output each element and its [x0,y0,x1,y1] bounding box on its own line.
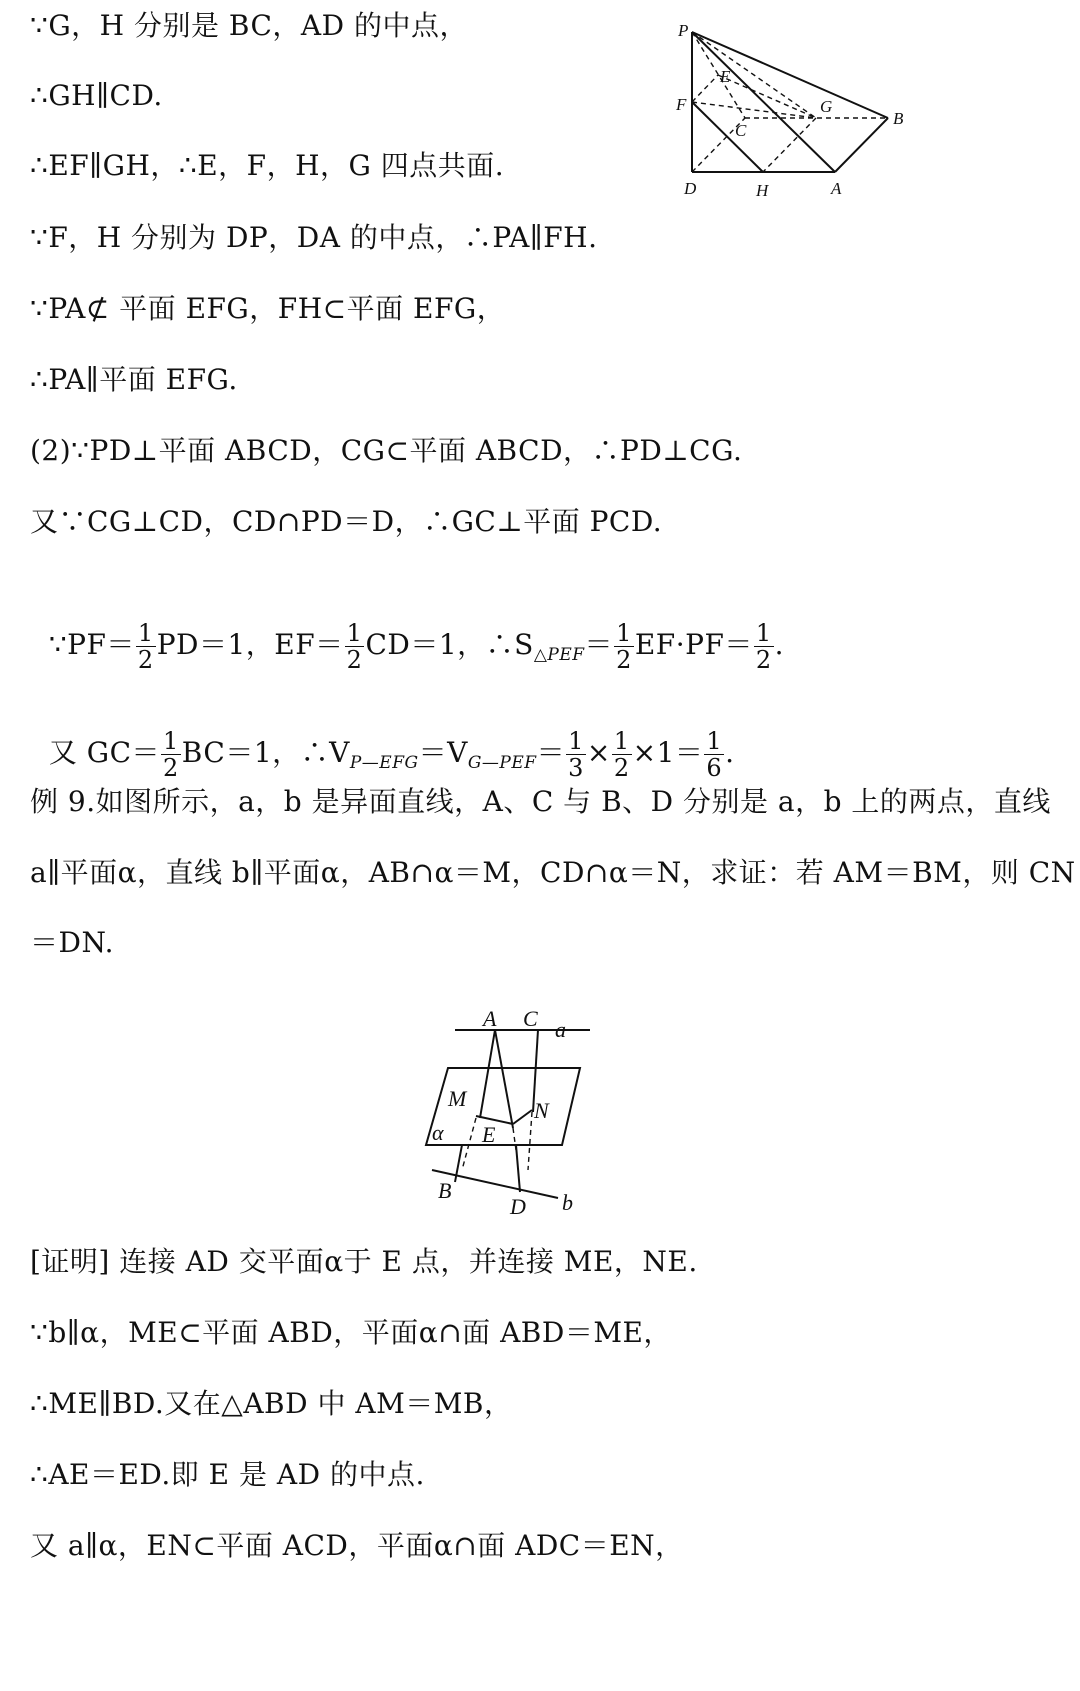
text-line-11: 例 9.如图所示，a，b 是异面直线，A、C 与 B、D 分别是 a，b 上的两点，直线 [30,785,1051,818]
fraction [704,728,724,781]
label-A: A [483,1006,497,1031]
equation-line-1 [30,580,784,675]
label-N: N [534,1098,549,1123]
eq2-text-c: ＝V [418,736,468,769]
label-a: a [555,1017,566,1042]
label-C: C [523,1006,538,1031]
segment-FE [692,75,718,102]
eq2-text-f: ×1＝ [632,736,704,769]
equation-line-2 [30,688,735,783]
label-G: G [820,97,833,116]
text-line-7: (2)∵PD⊥平面 ABCD，CG⊂平面 ABCD，∴PD⊥CG. [30,434,743,467]
fraction [136,620,156,673]
eq1-text-e: EF·PF＝ [634,628,753,661]
eq2-text-d: ＝ [536,736,566,769]
eq1-text-d: ＝ [584,628,614,661]
subscript: △PEF [533,645,585,665]
segment-AM [480,1030,495,1118]
text-line-6: ∴PA∥平面 EFG. [30,363,238,396]
label-H: H [756,181,769,200]
text-line-2: ∴GH∥CD. [30,79,163,112]
segment-FH [692,102,763,172]
fraction [566,728,586,781]
subscript: G—PEF [467,753,537,773]
fraction-denominator: 2 [163,754,179,782]
label-B: B [893,109,904,128]
eq1-text-a: ∵PF＝ [48,628,135,661]
segment-ED [516,1145,520,1192]
subscript: P—EFG [349,753,419,773]
eq1-text-c: CD＝1，∴S [365,628,534,661]
label-F: F [676,95,687,114]
fraction-numerator: 1 [755,619,772,647]
pyramid-figure [660,10,930,210]
fraction-numerator: 1 [568,727,584,755]
fraction-denominator: 2 [346,646,363,674]
label-P: P [678,21,689,40]
eq2-text-b: BC＝1，∴V [181,736,350,769]
text-line-14: [证明] 连接 AD 交平面α于 E 点，并连接 ME，NE. [30,1245,698,1278]
text-line-3: ∴EF∥GH，∴E，F，H，G 四点共面. [30,149,505,182]
label-C: C [735,121,747,140]
fraction-denominator: 6 [706,754,723,782]
label-B: B [438,1178,452,1203]
text-line-12: a∥平面α，直线 b∥平面α，AB∩α＝M，CD∩α＝N，求证：若 AM＝BM，则 CN [30,856,1076,889]
label-E: E [720,67,731,86]
fraction-denominator: 2 [137,646,154,674]
text-line-16: ∴ME∥BD.又在△ABD 中 AM＝MB， [30,1387,513,1420]
fraction-denominator: 3 [568,754,584,782]
skew-lines-figure [420,1000,640,1230]
text-line-17: ∴AE＝ED.即 E 是 AD 的中点. [30,1458,425,1491]
fraction-numerator: 1 [613,727,630,755]
label-D: D [510,1194,526,1219]
eq1-text-b: PD＝1，EF＝ [156,628,344,661]
text-line-1: ∵G，H 分别是 BC，AD 的中点， [30,9,468,42]
label-A: A [831,179,842,198]
fraction-numerator: 1 [346,619,363,647]
eq1-text-f: . [774,628,785,661]
fraction-denominator: 2 [613,754,630,782]
text-line-15: ∵b∥α，ME⊂平面 ABD，平面α∩面 ABD＝ME， [30,1316,672,1349]
fraction [612,728,632,781]
edge-AB [835,118,888,172]
segment-ND-hidden [528,1112,532,1170]
text-line-13: ＝DN. [30,926,115,959]
label-alpha: α [432,1120,444,1145]
label-M: M [448,1086,467,1111]
fraction-numerator: 1 [616,619,632,647]
fraction-denominator: 2 [616,646,632,674]
segment-ED-hidden [513,1128,516,1150]
fraction-numerator: 1 [137,619,154,647]
fraction-numerator: 1 [163,727,179,755]
fraction [345,620,365,673]
label-E: E [482,1122,496,1147]
text-line-4: ∵F，H 分别为 DP，DA 的中点，∴PA∥FH. [30,221,598,254]
text-line-5: ∵PA⊄ 平面 EFG，FH⊂平面 EFG， [30,292,506,325]
fraction [754,620,774,673]
text-line-8: 又∵CG⊥CD，CD∩PD＝D，∴GC⊥平面 PCD. [30,505,663,538]
eq2-text-g: . [725,736,735,769]
segment-AE [495,1030,513,1128]
text-line-18: 又 a∥α，EN⊂平面 ACD，平面α∩面 ADC＝EN， [30,1529,684,1562]
segment-EN [513,1110,532,1124]
fraction-numerator: 1 [706,727,723,755]
label-b: b [562,1190,573,1215]
eq2-text-e: × [586,736,611,769]
eq2-text-a: 又 GC＝ [48,736,161,769]
label-D: D [684,179,697,198]
fraction [161,728,181,781]
fraction-denominator: 2 [755,646,772,674]
fraction [614,620,634,673]
